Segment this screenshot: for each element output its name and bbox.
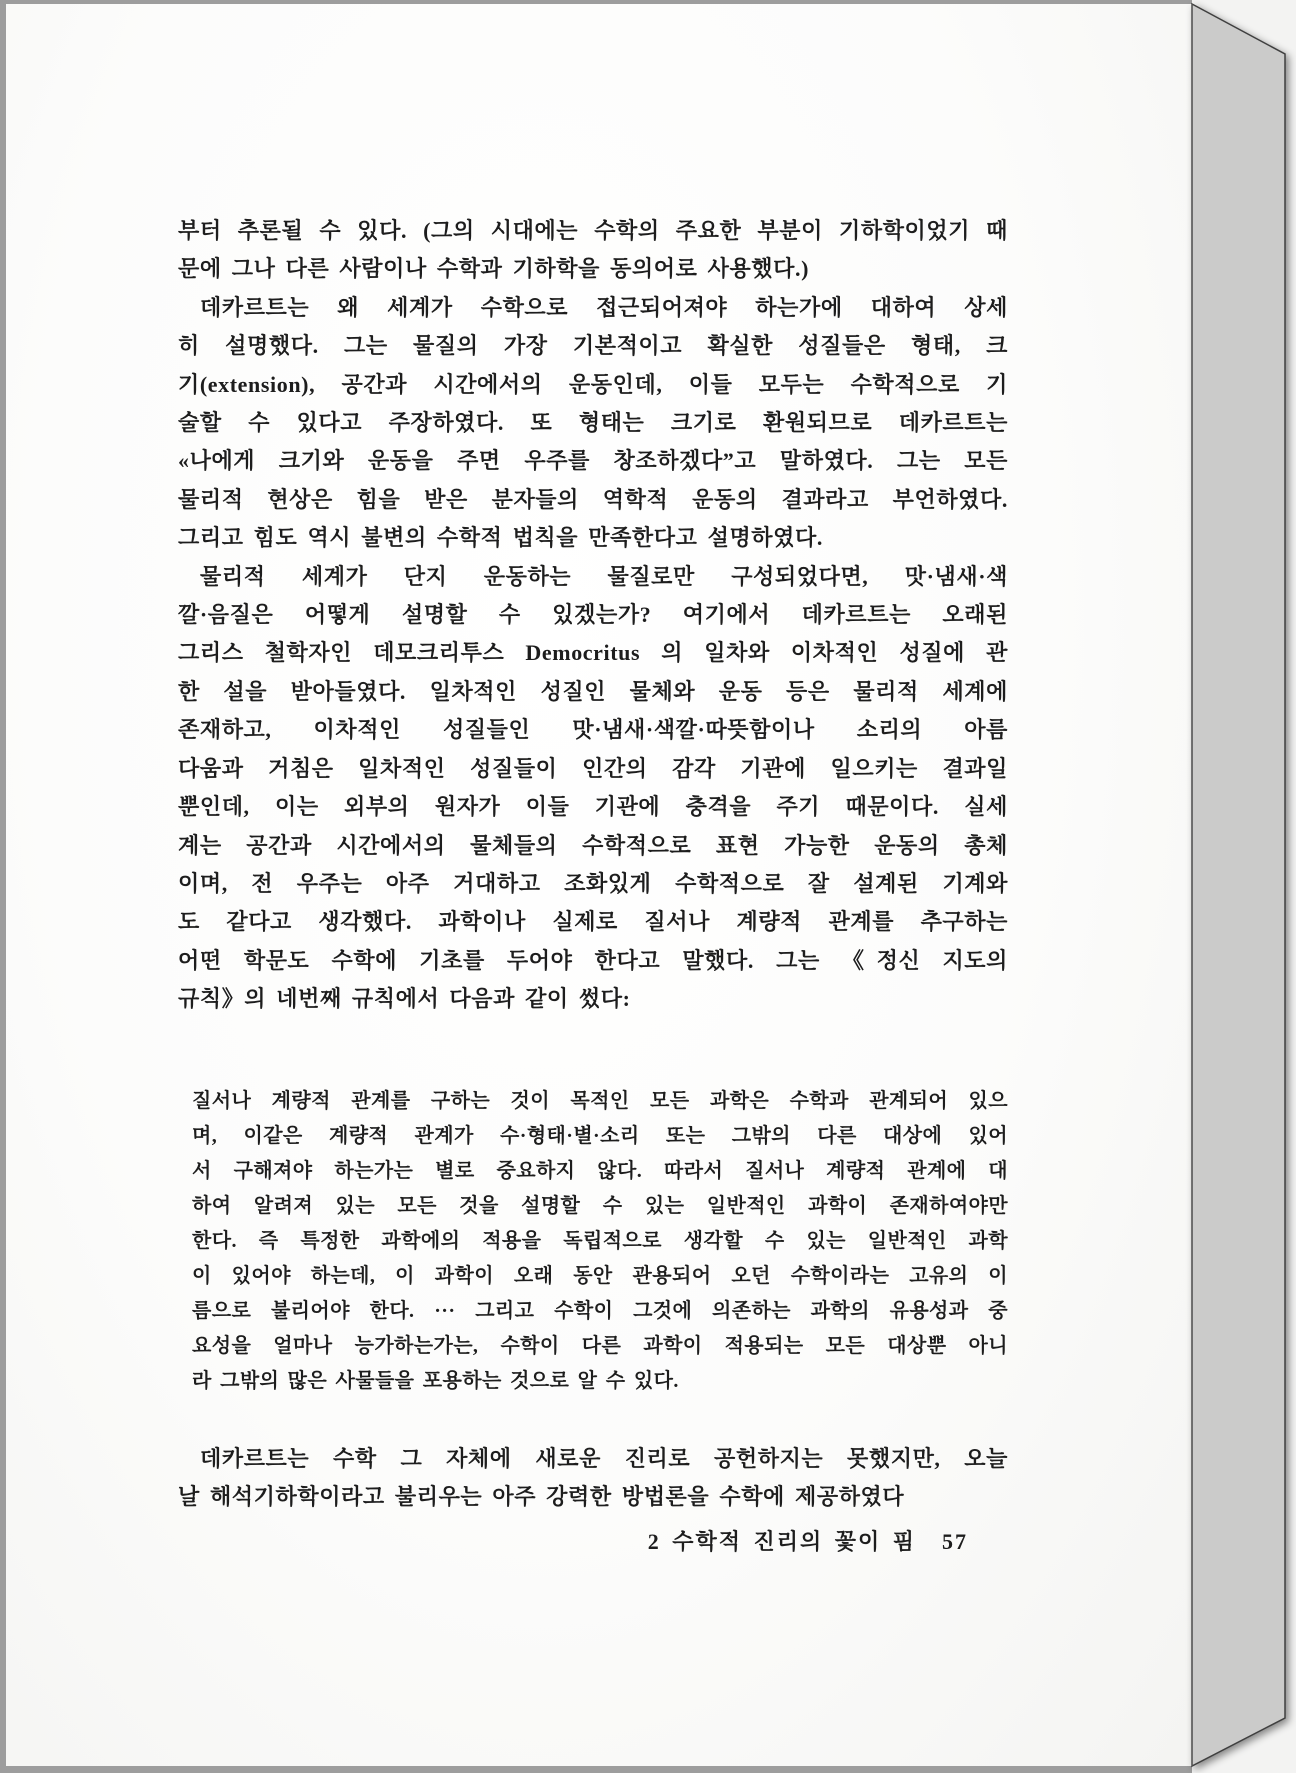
paragraph [178,289,1008,558]
text-line: 한 설을 받아들였다. 일차적인 성질인 물체와 운동 등은 물리적 세계에 [178,678,1008,704]
text-line: 규칙》의 네번째 규칙에서 다음과 같이 썼다: [178,986,631,1012]
text-line: 데카르트는 수학 그 자체에 새로운 진리로 공헌하지는 못했지만, 오늘 [200,1445,1008,1471]
closing-paragraph [178,1440,1008,1517]
text-line: 날 해석기하학이라고 불리우는 아주 강력한 방법론을 수학에 제공하였다 [178,1483,905,1509]
text-line: 존재하고, 이차적인 성질들인 맛·냄새·색깔·따뜻함이나 소리의 아름 [178,717,1008,743]
text-line: 다움과 거침은 일차적인 성질들이 인간의 감각 기관에 일으키는 결과일 [178,755,1008,781]
page-text-column [178,212,1008,1562]
page-footer [178,1523,1008,1561]
text-line: 어떤 학문도 수학에 기초를 두어야 한다고 말했다. 그는 《정신 지도의 [178,947,1008,973]
text-line: 부터 추론될 수 있다. (그의 시대에는 수학의 주요한 부분이 기하학이었기 때 [178,218,1008,243]
text-line: 데카르트는 왜 세계가 수학으로 접근되어져야 하는가에 대하여 상세 [200,294,1008,320]
text-line: 물리적 현상은 힘을 받은 분자들의 역학적 운동의 결과라고 부언하였다. [178,486,1008,512]
text-line: 름으로 불리어야 한다. ··· 그리고 수학이 그것에 의존하는 과학의 유용성과 중 [192,1299,1008,1322]
running-chapter-title: 2 수학적 진리의 꽃이 핌 [647,1529,916,1555]
text-line: 히 설명했다. 그는 물질의 가장 기본적이고 확실한 성질들은 형태, 크 [178,333,1008,359]
text-line: 요성을 얼마나 능가하는가는, 수학이 다른 과학이 적용되는 모든 대상뿐 아니 [192,1334,1008,1357]
text-line: «나에게 크기와 운동을 주면 우주를 창조하겠다”고 말하였다. 그는 모든 [178,448,1008,474]
text-line: 한다. 즉 특정한 과학에의 적용을 독립적으로 생각할 수 있는 일반적인 과학 [192,1229,1008,1252]
text-line: 이 있어야 하는데, 이 과학이 오래 동안 관용되어 오던 수학이라는 고유의 이 [192,1264,1008,1287]
text-line: 뿐인데, 이는 외부의 원자가 이들 기관에 충격을 주기 때문이다. 실세 [178,794,1008,820]
text-line: 도 같다고 생각했다. 과학이나 실제로 질서나 계량적 관계를 추구하는 [178,909,1008,935]
paragraph [192,1084,1008,1399]
page-number: 57 [942,1529,968,1555]
text-line: 라 그밖의 많은 사물들을 포용하는 것으로 알 수 있다. [192,1369,679,1392]
text-line: 기(extension), 공간과 시간에서의 운동인데, 이들 모두는 수학적으로 기 [178,371,1008,397]
text-line: 계는 공간과 시간에서의 물체들의 수학적으로 표현 가능한 운동의 총체 [178,832,1008,858]
text-line: 이며, 전 우주는 아주 거대하고 조화있게 수학적으로 잘 설계된 기계와 [178,870,1008,896]
paragraph [178,558,1008,1019]
text-line: 깔·음질은 어떻게 설명할 수 있겠는가? 여기에서 데카르트는 오래된 [178,602,1008,628]
body-paragraphs [178,212,1008,1019]
text-line: 술할 수 있다고 주장하였다. 또 형태는 크기로 환원되므로 데카르트는 [178,410,1008,436]
text-line: 문에 그나 다른 사람이나 수학과 기하학을 동의어로 사용했다.) [178,256,810,282]
text-line: 물리적 세계가 단지 운동하는 물질로만 구성되었다면, 맛·냄새·색 [200,563,1008,589]
page-edge-polygon [1192,4,1285,1766]
paragraph [178,212,1008,289]
text-line: 하여 알려져 있는 모든 것을 설명할 수 있는 일반적인 과학이 존재하여야만 [192,1194,1008,1217]
text-line: 질서나 계량적 관계를 구하는 것이 목적인 모든 과학은 수학과 관계되어 있으 [192,1089,1008,1112]
blockquote [178,1084,1008,1399]
text-line: 그리고 힘도 역시 불변의 수학적 법칙을 만족한다고 설명하였다. [178,525,823,551]
paragraph [178,1440,1008,1517]
text-line: 며, 이같은 계량적 관계가 수·형태·별·소리 또는 그밖의 다른 대상에 있어 [192,1124,1008,1147]
text-line: 그리스 철학자인 데모크리투스 Democritus 의 일차와 이차적인 성질에 관 [178,640,1008,666]
text-line: 서 구해져야 하는가는 별로 중요하지 않다. 따라서 질서나 계량적 관계에 대 [192,1159,1008,1182]
